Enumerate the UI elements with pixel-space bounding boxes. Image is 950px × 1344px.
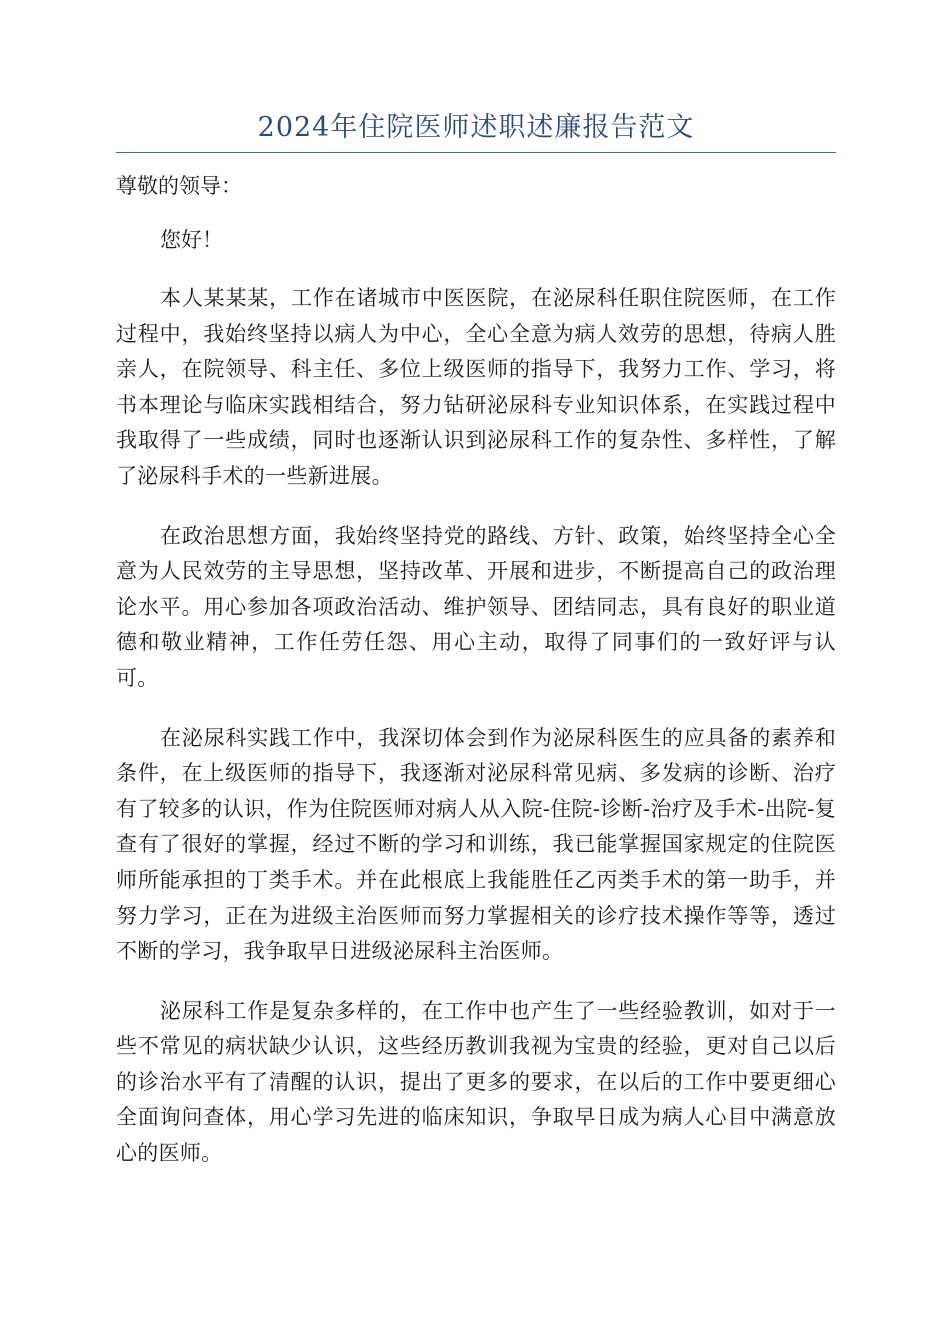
greeting: 您好！ [160,228,223,252]
salutation: 尊敬的领导： [116,174,242,198]
paragraph-practice: 在泌尿科实践工作中，我深切体会到作为泌尿科医生的应具备的素养和条件，在上级医师的指导下，我逐渐对泌尿科常见病、多发病的诊断、治疗有了较多的认识，作为住院医师对病人从入院-住院-诊断-治疗及手术-出院-复查有了很好的掌握，经过不断的学习和训练，我已能掌握国家规定的住院医师所能承担的丁类手术。并在此根底上我能胜任乙丙类手术的第一助手，并努力学习，正在为进级主治医师而努力掌握相关的诊疗技术操作等等，透过不断的学习，我争取早日进级泌尿科主治医师。 [116,725,836,964]
document-page [116,108,836,1172]
paragraph-lessons: 泌尿科工作是复杂多样的，在工作中也产生了一些经验教训，如对于一些不常见的病状缺少认识，这些经历教训我视为宝贵的经验，更对自己以后的诊治水平有了清醒的认识，提出了更多的要求，在以后的工作中要更细心全面询问查体，用心学习先进的临床知识，争取早日成为病人心目中满意放心的医师。 [116,998,836,1166]
document-title: 2024年住院医师述职述廉报告范文 [257,112,695,143]
title-underline [116,152,836,153]
paragraph-political: 在政治思想方面，我始终坚持党的路线、方针、政策，始终坚持全心全意为人民效劳的主导思想，坚持改革、开展和进步，不断提高自己的政治理论水平。用心参加各项政治活动、维护领导、团结同志，具有良好的职业道德和敬业精神，工作任劳任怨、用心主动，取得了同事们的一致好评与认可。 [116,523,836,690]
paragraph-intro: 本人某某某，工作在诸城市中医医院，在泌尿科任职住院医师，在工作过程中，我始终坚持以病人为中心，全心全意为病人效劳的思想，待病人胜亲人，在院领导、科主任、多位上级医师的指导下，我努力工作、学习，将书本理论与临床实践相结合，努力钻研泌尿科专业知识体系，在实践过程中我取得了一些成绩，同时也逐渐认识到泌尿科工作的复杂性、多样性，了解了泌尿科手术的一些新进展。 [116,286,836,488]
